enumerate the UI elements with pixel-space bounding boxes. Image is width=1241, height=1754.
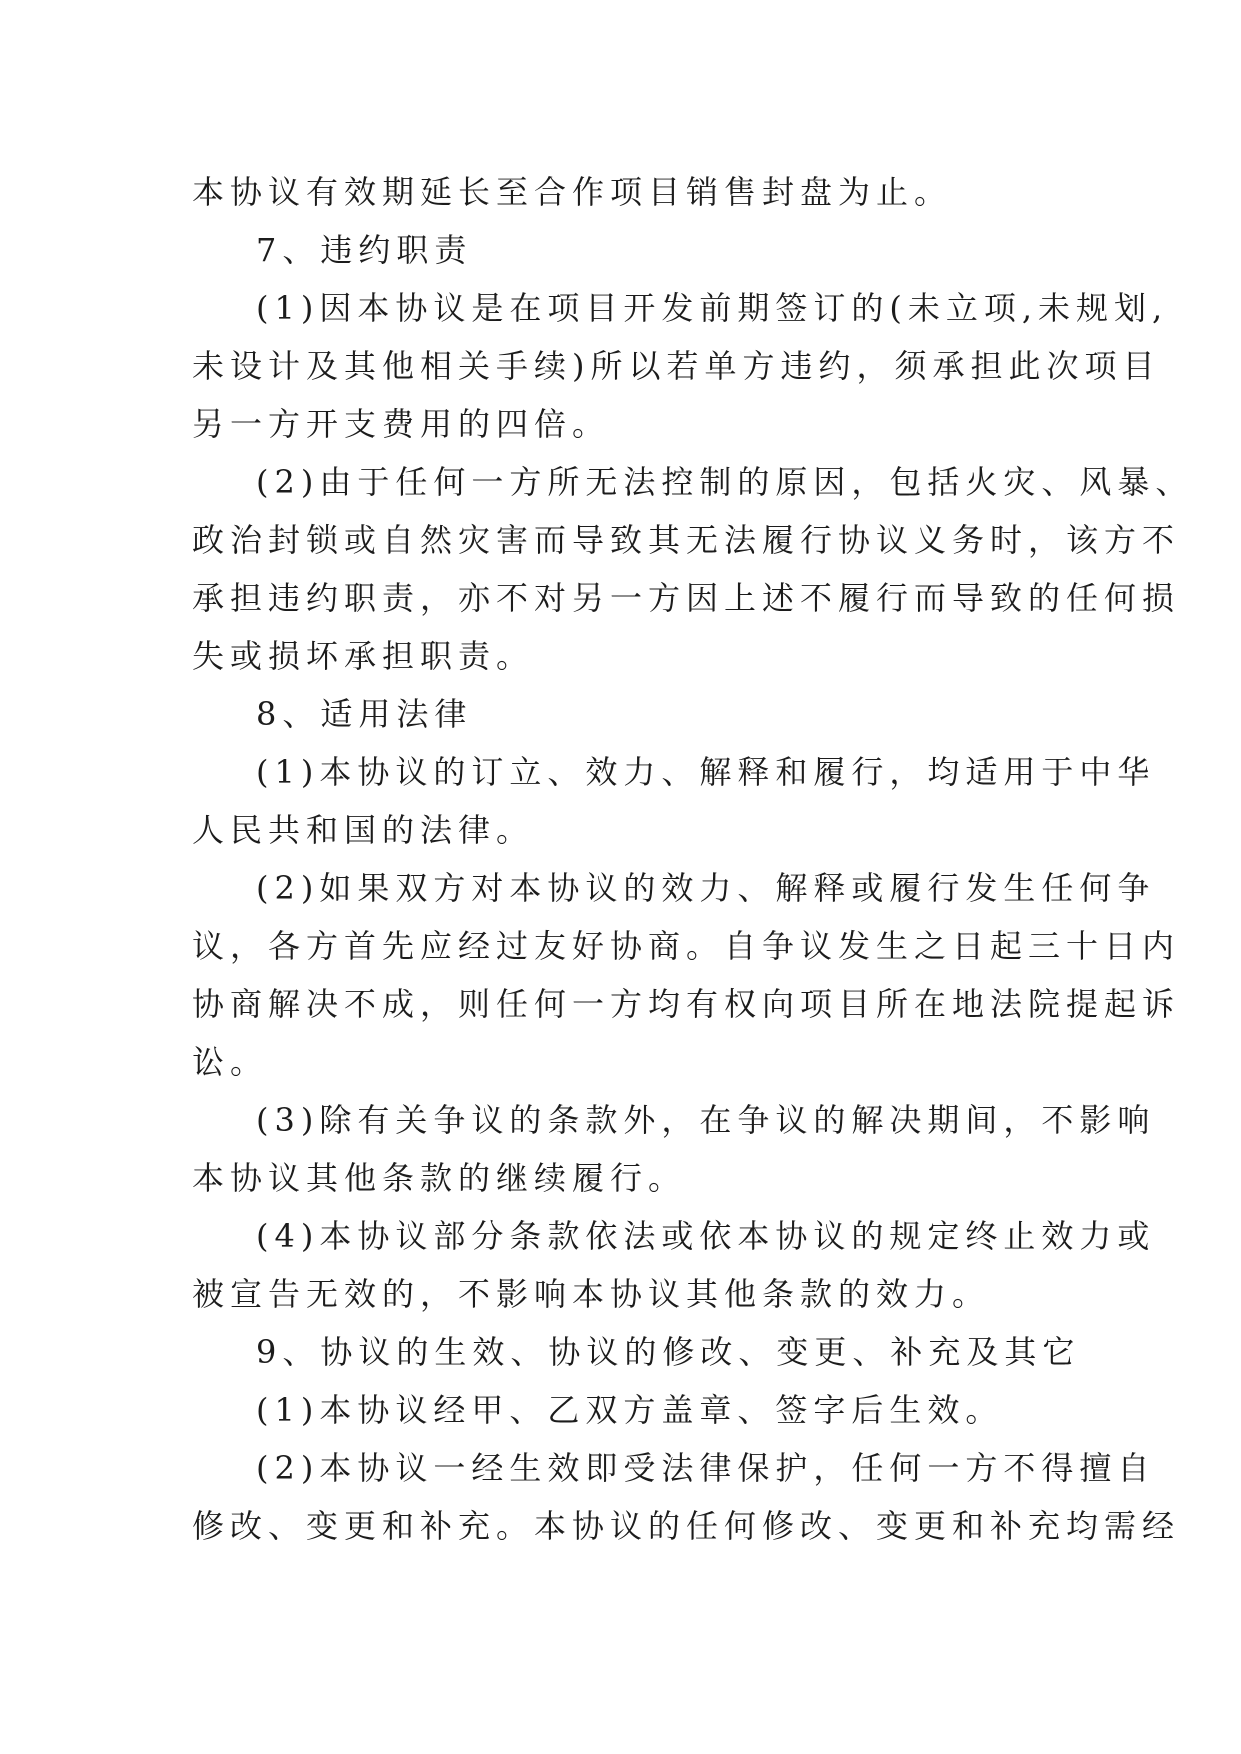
document-line: 7、违约职责 [256, 231, 473, 269]
document-line: (2)由于任何一方所无法控制的原因，包括火灾、风暴、 [256, 463, 1194, 501]
document-line: 未设计及其他相关手续)所以若单方违约，须承担此次项目 [192, 347, 1161, 385]
document-line: (2)如果双方对本协议的效力、解释或履行发生任何争 [256, 869, 1156, 907]
document-line: 人民共和国的法律。 [192, 811, 535, 849]
document-line: (2)本协议一经生效即受法律保护，任何一方不得擅自 [256, 1449, 1156, 1487]
document-line: 另一方开支费用的四倍。 [192, 405, 611, 443]
document-line: 政治封锁或自然灾害而导致其无法履行协议义务时，该方不 [192, 521, 1181, 559]
document-line: 议，各方首先应经过友好协商。自争议发生之日起三十日内 [192, 927, 1181, 965]
document-line: 失或损坏承担职责。 [192, 637, 535, 675]
document-line: (1)本协议的订立、效力、解释和履行，均适用于中华 [256, 753, 1156, 791]
document-line: (4)本协议部分条款依法或依本协议的规定终止效力或 [256, 1217, 1156, 1255]
document-line: (1)本协议经甲、乙双方盖章、签字后生效。 [256, 1391, 1004, 1429]
document-line: 本协议其他条款的继续履行。 [192, 1159, 687, 1197]
document-line: 修改、变更和补充。本协议的任何修改、变更和补充均需经 [192, 1507, 1181, 1545]
document-body [192, 163, 1194, 1555]
document-line: 本协议有效期延长至合作项目销售封盘为止。 [192, 173, 953, 211]
document-line: 协商解决不成，则任何一方均有权向项目所在地法院提起诉 [192, 985, 1181, 1023]
document-line: 讼。 [192, 1043, 269, 1081]
document-line: 被宣告无效的，不影响本协议其他条款的效力。 [192, 1275, 991, 1313]
document-line: (3)除有关争议的条款外，在争议的解决期间，不影响 [256, 1101, 1156, 1139]
document-line: 承担违约职责，亦不对另一方因上述不履行而导致的任何损 [192, 579, 1181, 617]
document-line: 9、协议的生效、协议的修改、变更、补充及其它 [256, 1333, 1081, 1371]
document-line: 8、适用法律 [256, 695, 473, 733]
document-line: (1)因本协议是在项目开发前期签订的(未立项,未规划, [256, 289, 1169, 327]
